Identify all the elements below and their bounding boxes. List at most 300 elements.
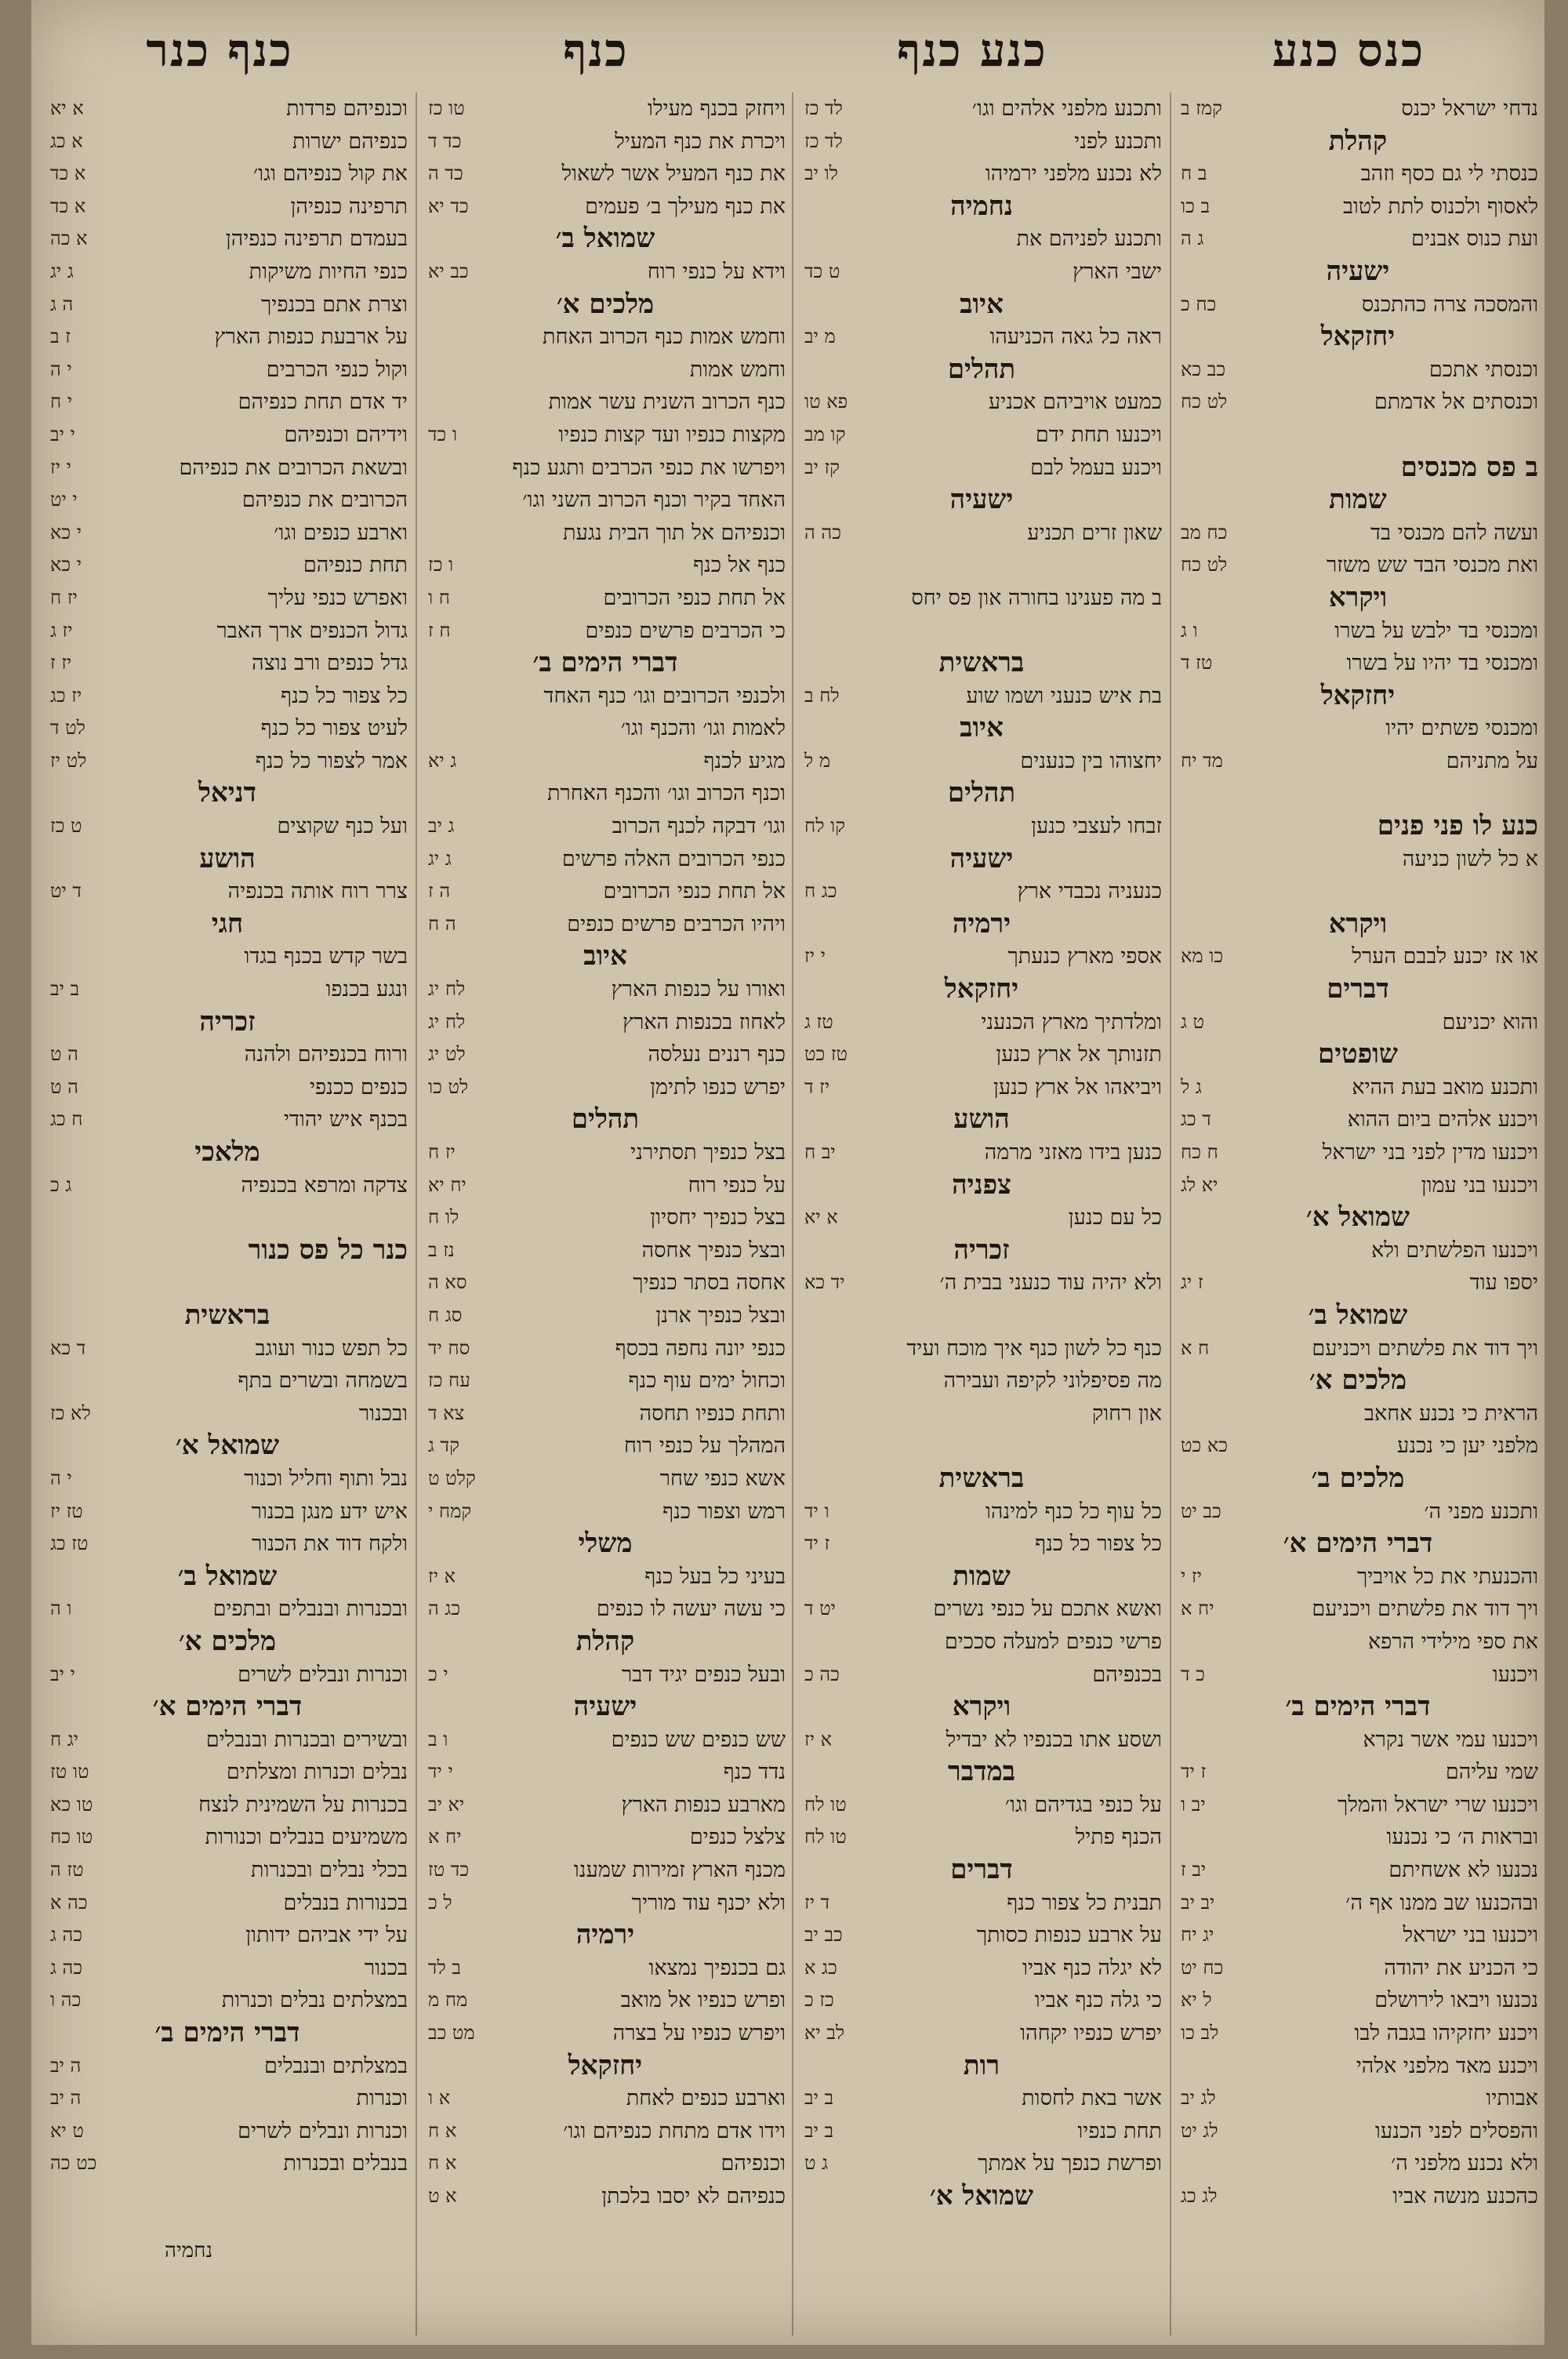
concordance-line [1178,1626,1538,1659]
verse-reference: מח מ [428,1989,468,2012]
concordance-line [1178,940,1538,973]
line-text: איוב [960,288,1004,320]
concordance-line [1178,1398,1538,1430]
book-heading [1178,973,1538,1006]
concordance-line [801,1789,1162,1822]
verse-reference: ג ל [1181,1075,1202,1098]
line-text: ומכנסי בד ילבש על בשרו [1334,618,1538,643]
verse-reference: קד ג [428,1434,459,1457]
verse-reference: ל כ [428,1891,452,1914]
line-text: ויקרא [1328,581,1388,613]
line-text: צלצל כנפים [689,1825,786,1850]
line-text: כנפי החיות משיקות [249,259,408,284]
line-text: על כנפי בגדיהם וגו׳ [1004,1792,1162,1817]
concordance-line [47,973,408,1006]
verse-reference: יב יב [1181,1891,1215,1914]
line-text: ועת כנוס אבנים [1411,227,1538,252]
book-heading [425,1528,786,1561]
verse-reference: נז ב [428,1238,455,1261]
line-text: תחת כנפיהם [303,553,408,578]
book-heading [1178,321,1538,354]
verse-reference: קו לח [804,815,846,838]
concordance-line [425,1169,786,1202]
line-text: ולקח דוד את הכנור [252,1532,408,1557]
concordance-line [801,93,1162,125]
concordance-line [1178,2050,1538,2083]
book-heading [425,647,786,680]
concordance-line [801,223,1162,256]
verse-reference: ט כז [50,815,82,838]
line-text: שאון זרים תכניע [1027,520,1162,545]
line-text: נדד כנף [723,1760,786,1785]
line-text: במדבר [948,1756,1015,1788]
concordance-line [801,1626,1162,1659]
line-text: ובשאת הכרובים את כנפיהם [179,455,408,480]
concordance-line [47,2050,408,2083]
verse-reference: יג יח [1181,1924,1214,1946]
line-text: שש כנפים שש כנפים [611,1727,786,1752]
line-text: כנפי הכרובים האלה פרשים [561,846,786,871]
concordance-line [1178,1919,1538,1952]
line-text: על ארבעת כנפות הארץ [214,325,408,350]
line-text: על כנפי רוח [688,1172,786,1198]
line-text: ותכנע מלפני אלהים וגו׳ [971,96,1162,121]
concordance-line [425,386,786,419]
line-text: יפרש כנפיו יקחהו [1020,2021,1162,2046]
concordance-line [47,1071,408,1104]
book-heading [1178,1463,1538,1496]
book-heading [1178,1299,1538,1332]
verse-reference: מט כב [428,2022,475,2045]
line-text: מארבע כנפות הארץ [621,1792,786,1817]
line-text: אשא כנפי שחר [659,1466,786,1491]
line-text: בנבלים ובכנרות [283,2151,408,2176]
concordance-line [425,1496,786,1528]
line-text: וכנף הכרוב וגו׳ והכנף האחרת [547,781,786,806]
concordance-line [1178,452,1538,485]
line-text: שמואל א׳ [929,2180,1034,2212]
line-text: יחזקאל [1320,679,1396,711]
verse-reference: ו ג [1181,619,1198,642]
book-heading [47,777,408,810]
line-text: ויפרשו את כנפי הכרבים ותגע כנף [512,455,786,480]
book-heading [425,1691,786,1724]
concordance-line [47,680,408,713]
verse-reference: לט ד [50,717,85,740]
line-text: וכנרות ונבלים לשרים [238,2118,408,2143]
concordance-line [1178,1984,1538,2017]
verse-reference: לג כג [1181,2185,1218,2207]
line-text: ויכנעו שרי ישראל והמלך [1338,1792,1538,1817]
verse-reference: מ ל [804,749,831,772]
line-text: ותכנע לפניהם את [1016,227,1162,252]
concordance-line [425,1789,786,1822]
concordance-line [1178,2082,1538,2115]
verse-reference: ב כו [1181,194,1210,217]
line-text: ישבי הארץ [1073,259,1162,284]
verse-reference: ג יא [428,749,457,772]
line-text: דברי הימים ב׳ [532,647,678,679]
concordance-line [47,1593,408,1626]
concordance-line [425,1299,786,1332]
book-heading [47,908,408,941]
verse-reference: ה ז [428,880,451,903]
verse-reference: ה ח [428,912,456,935]
concordance-line [1178,2147,1538,2180]
verse-reference: כה ו [50,1989,82,2012]
book-heading [801,647,1162,680]
concordance-line [425,1724,786,1757]
concordance-line [801,1496,1162,1528]
concordance-line [1178,549,1538,582]
concordance-line [1178,712,1538,745]
verse-reference: טו טז [50,1761,89,1783]
line-text: כנסתי לי גם כסף וזהב [1360,162,1538,187]
line-text: כהכנע מנשה אביו [1392,2184,1538,2208]
bottom-note: נחמיה [165,2239,213,2263]
concordance-line [47,386,408,419]
line-text: ויכנעו עמי אשר נקרא [1363,1727,1538,1752]
line-text: וכנפיהם פרדות [286,96,408,121]
line-text: ובצל כנפיך ארנן [655,1303,786,1328]
concordance-line [47,517,408,550]
book-heading [425,940,786,973]
verse-reference: ד כג [1181,1108,1211,1131]
line-text: ויכנעו מדין לפני בני ישראל [1322,1140,1538,1165]
concordance-line [47,158,408,191]
verse-reference: קמז ב [1181,97,1222,119]
concordance-line [425,1821,786,1854]
line-text: ובהכנעו שב ממנו אף ה׳ [1345,1890,1538,1915]
line-text: וכנסתי אתכם [1428,357,1538,382]
concordance-line [47,354,408,387]
verse-reference: ה יב [50,2087,82,2110]
verse-reference: יז ג [50,619,73,642]
concordance-line [425,1038,786,1071]
concordance-line [47,1201,408,1234]
line-text: את כנף המעיל אשר לשאול [561,162,786,187]
line-text: וידו אדם מתחת כנפיהם וגו׳ [563,2118,786,2143]
line-text: שמואל א׳ [1305,1201,1410,1234]
verse-reference: ז יד [804,1532,830,1555]
line-text: צרר רוח אותה בכנפיה [227,879,408,904]
verse-reference: טז ה [50,1859,84,1881]
concordance-line [425,843,786,876]
line-text: בכנורות בנבלים [283,1890,408,1915]
line-text: כל עוף כל כנף למינהו [985,1499,1162,1524]
book-heading [801,712,1162,745]
concordance-line [425,2115,786,2148]
column-3 [425,93,786,2213]
line-text: והפסלים לפני הכנעו [1375,2118,1538,2143]
line-text: דברי הימים ב׳ [1285,1691,1431,1723]
verse-reference: טו לח [804,1826,847,1848]
concordance-line [1178,1430,1538,1463]
concordance-line [47,1496,408,1528]
concordance-line [1178,1561,1538,1594]
line-text: ותכנע מפני ה׳ [1424,1499,1538,1524]
line-text: רות [963,2049,1000,2081]
line-text: כל עם כנען [1068,1205,1162,1230]
book-heading [425,1919,786,1952]
book-heading [425,289,786,322]
concordance-line [1178,2017,1538,2050]
verse-reference: לח יג [428,978,466,1001]
line-text: ובשירים ובכנרות ובנבלים [205,1727,408,1752]
verse-reference: כד יא [428,194,469,217]
concordance-line [425,1136,786,1169]
verse-reference: לד כז [804,97,843,119]
line-text: האחד בקיר וכנף הכרוב השני וגו׳ [522,488,786,513]
line-text: את קול כנפיהם וגו׳ [253,162,408,187]
book-heading [801,1561,1162,1594]
concordance-line [47,125,408,158]
line-text: כי הכרבים פרשים כנפים [585,618,786,643]
verse-reference: יז ד [804,1075,830,1098]
concordance-line [47,745,408,778]
concordance-line [425,712,786,745]
concordance-line [47,712,408,745]
line-text: בראשית [938,647,1025,679]
concordance-line [1178,2115,1538,2148]
concordance-line [801,2082,1162,2115]
line-text: כנען בידו מאזני מרמה [984,1140,1162,1165]
concordance-line [1178,517,1538,550]
verse-reference: כו מא [1181,945,1224,968]
line-text: ולכנפי הכרובים וגו׳ כנף האחד [543,683,786,708]
concordance-line [801,125,1162,158]
line-text: בעיני כל בעל כנף [644,1564,786,1589]
verse-reference: לג יב [1181,2087,1216,2110]
verse-reference: כב יב [804,1924,843,1946]
line-text: ובכנור [358,1401,408,1426]
line-text: דברי הימים א׳ [1283,1528,1433,1560]
book-heading [801,973,1162,1006]
book-heading [47,1561,408,1594]
line-text: יחזקאל [944,973,1019,1005]
line-text: ויכנעו [1492,1662,1538,1687]
line-text: תהלים [571,1103,640,1136]
line-text: כי הכניע את יהודה [1384,1955,1538,1980]
line-text: אבותיו [1486,2086,1538,2111]
verse-reference: כג ח [804,880,837,903]
line-text: נדחי ישראל יכנס [1401,96,1538,121]
concordance-line [801,1299,1162,1332]
concordance-line [47,321,408,354]
concordance-line [47,1854,408,1887]
concordance-line [1178,1887,1538,1920]
line-text: ועשה להם מכנסי בד [1370,520,1538,545]
verse-reference: ה ט [50,1075,78,1098]
verse-reference: א ט [428,2185,457,2207]
concordance-line [1178,1332,1538,1365]
concordance-line [1178,1496,1538,1528]
concordance-line [425,615,786,648]
line-text: ויך דוד את פלשתים ויכניעם [1312,1597,1538,1622]
line-text: והמסכה צרה כהתכנס [1361,292,1538,317]
verse-reference: לח ב [804,684,840,707]
verse-reference: יז י [1181,1565,1202,1587]
line-text: כנפיהם ישרות [292,129,408,154]
concordance-line [801,940,1162,973]
line-text: משלי [578,1528,633,1560]
verse-reference: ד כא [50,1336,86,1359]
line-text: וידא על כנפי רוח [647,259,786,284]
line-text: ויכנע בעמל לבם [1030,455,1162,480]
concordance-line [425,2017,786,2050]
concordance-line [47,615,408,648]
verse-reference: יד כא [804,1271,845,1294]
line-text: וארבע כנפים וגו׳ [274,520,408,545]
book-heading [47,1299,408,1332]
column-1 [1178,93,1538,2213]
verse-reference: ו ב [428,1728,448,1750]
concordance-line [47,1919,408,1952]
concordance-line [801,680,1162,713]
verse-reference: ד יז [804,1891,830,1914]
concordance-line [47,647,408,680]
verse-reference: א יא [50,97,84,119]
line-text: ולא נכנע מלפני ה׳ [1391,2151,1538,2176]
line-text: ונגע בכנפו [325,977,408,1002]
concordance-line [425,1267,786,1299]
verse-reference: לב כו [1181,2022,1219,2045]
line-text: בעמדם תרפינה כנפיהן [225,227,408,252]
concordance-line [1178,1234,1538,1267]
line-text: שמואל א׳ [175,1430,280,1462]
concordance-line [425,1463,786,1496]
verse-reference: י יב [50,1663,75,1685]
verse-reference: י יז [50,456,71,478]
concordance-line [425,191,786,224]
line-text: אמר לצפור כל כנף [255,748,408,773]
line-text: ובכנרות ובנבלים ובתפים [212,1597,408,1622]
line-text: כנעניה נכבדי ארץ [1017,879,1162,904]
concordance-line [47,582,408,615]
verse-reference: כד טז [428,1859,470,1881]
concordance-line [801,1984,1162,2017]
line-text: רמש וצפור כנף [662,1499,786,1524]
line-text: נכנעו ויבאו לירושלם [1374,1988,1538,2013]
line-text: ושסע אתו בכנפיו לא יבדיל [946,1727,1162,1752]
concordance-line [47,1789,408,1822]
verse-reference: יא יב [428,1793,465,1816]
concordance-line [47,289,408,322]
verse-reference: ה ט [50,1043,78,1066]
line-text: בכנרות על השמינית לנצח [198,1792,408,1817]
verse-reference: ט יא [50,2119,84,2142]
verse-reference: סג ח [428,1303,463,1326]
concordance-line [47,549,408,582]
concordance-line [425,125,786,158]
book-heading [801,1756,1162,1789]
concordance-line [1178,875,1538,908]
verse-reference: י ה [50,1467,72,1489]
book-heading [801,1463,1162,1496]
verse-reference: י יט [50,489,78,511]
line-text: דברי הימים ב׳ [154,2017,300,2049]
line-text: לא יגלה כנף אביו [1022,1955,1162,1980]
line-text: ומכנסי פשתים יהיו [1385,716,1538,741]
concordance-page [31,0,1544,2345]
line-text: ירמיה [952,907,1011,940]
verse-reference: ד יט [50,880,82,903]
verse-reference: לד כז [804,129,843,152]
concordance-line [1178,289,1538,322]
verse-reference: ז יג [1181,1271,1203,1294]
verse-reference: ז ב [50,325,71,348]
line-text: ויביאהו אל ארץ כנען [993,1074,1162,1100]
line-text: אל תחת כנפי הכרובים [603,585,786,610]
verse-reference: יח א [428,1826,462,1848]
concordance-line [1178,1593,1538,1626]
verse-reference: לב יא [804,2022,845,2045]
line-text: יחצוהו בין כנענים [1020,748,1162,773]
book-heading [801,1854,1162,1887]
verse-reference: ג ט [804,2152,829,2175]
concordance-line [425,1398,786,1430]
concordance-line [801,1724,1162,1757]
concordance-line [1178,1659,1538,1692]
concordance-line [425,875,786,908]
line-text: שמי עליהם [1445,1760,1538,1785]
concordance-line [425,452,786,485]
line-text: בראשית [938,1462,1025,1494]
concordance-line [425,484,786,517]
line-text: ועל כנף שקוצים [277,814,408,839]
line-text: ויכנע אלהים ביום ההוא [1347,1107,1538,1132]
line-text: ויכנעו הפלשתים ולא [1371,1238,1538,1263]
verse-reference: ו כז [428,554,454,576]
concordance-line [1178,2180,1538,2213]
line-text: גם בכנפיך נמצאו [648,1955,786,1980]
concordance-line [1178,1821,1538,1854]
concordance-line [47,452,408,485]
line-text: כנר כל פס כנור [248,1234,408,1266]
book-heading [801,1234,1162,1267]
line-text: על מתניהם [1446,748,1538,773]
verse-reference: י כ [428,1663,448,1685]
line-text: ויכנעו בני עמון [1421,1172,1538,1198]
verse-reference: קמח י [428,1499,472,1522]
verse-reference: לט כח [1181,554,1228,576]
book-heading [47,1430,408,1463]
verse-reference: יז ח [428,1141,456,1163]
line-text: וארבע כנפים לאחת [626,2086,786,2111]
verse-reference: לט כח [1181,391,1228,413]
concordance-line [47,1103,408,1136]
line-text: און רחוק [1091,1401,1162,1426]
verse-reference: ז יד [1181,1761,1207,1783]
line-text: כנפים ככנפי [309,1074,408,1100]
verse-reference: כה ג [50,1956,83,1979]
line-text: נבלים וכנרות ומצלתים [226,1760,408,1785]
concordance-line [1178,354,1538,387]
concordance-line [801,1071,1162,1104]
line-text: בת איש כנעני ושמו שוע [966,683,1162,708]
line-text: שמות [953,1560,1011,1592]
line-text: מלכים א׳ [178,1625,277,1657]
book-heading [801,2180,1162,2213]
line-text: צדקה ומרפא בכנפיה [241,1172,408,1198]
verse-reference: ל יא [1181,1989,1212,2012]
line-text: תבנית כל צפור כנף [1007,1890,1162,1915]
concordance-line [425,1659,786,1692]
line-text: גדל כנפים ורב נוצה [252,651,408,676]
verse-reference: ט ג [1181,1010,1205,1033]
line-text: כנף כל לשון כנף איך מוכח ועיד [906,1336,1162,1361]
verse-reference: קלט ט [428,1467,476,1489]
